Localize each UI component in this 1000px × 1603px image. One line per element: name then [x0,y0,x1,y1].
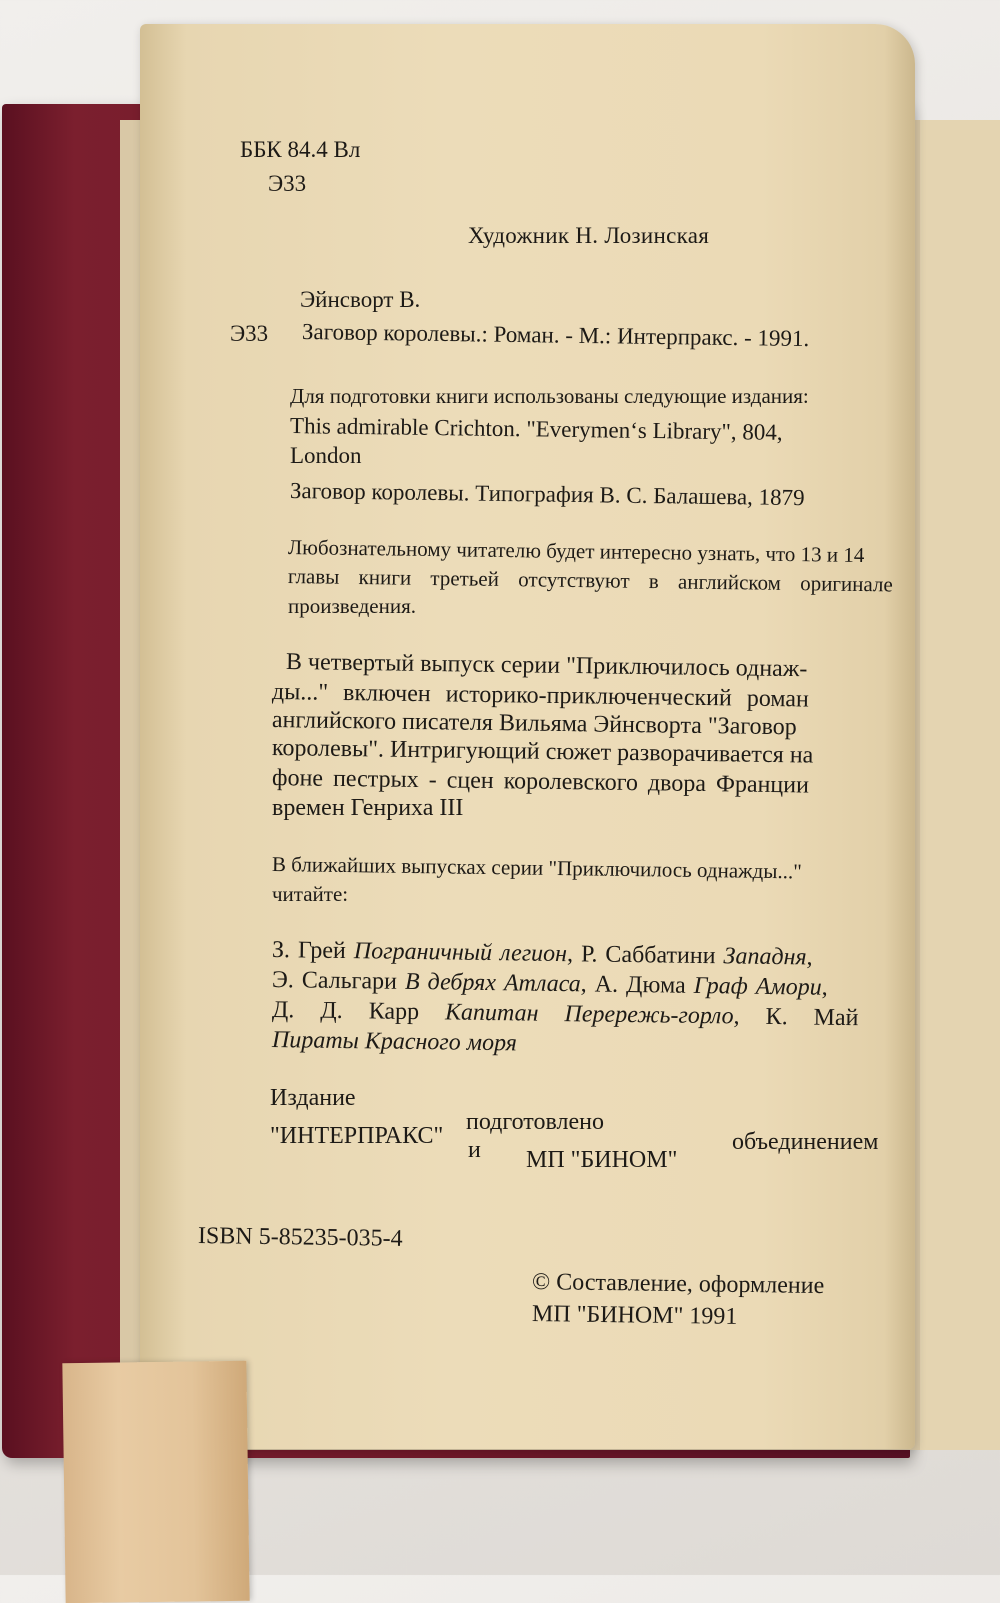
note-line: Любознательному читателю будет интересно узнать, что 13 и 14 [287,535,865,568]
book-title: Пограничный легион [353,938,568,968]
note-line: произведения. [288,594,416,618]
publisher-word: и [468,1137,481,1163]
sources-intro: Для подготовки книги использованы следующие издания: [290,384,809,408]
source-english-city: London [290,443,362,468]
annotation-line: В четвертый выпуск серии "Приключилось однаж- [285,649,808,683]
catalog-entry: Заговор королевы.: Роман. - М.: Интерпракс. - 1991. [301,319,810,352]
book-page [140,24,915,1449]
upcoming-books-line: Э. Сальгари В дебрях Атласа, А. Дюма Граф Амори, [271,967,828,1001]
isbn: ISBN 5-85235-035-4 [197,1223,403,1252]
book-title: Граф Амори [693,972,822,1001]
catalog-code: Э33 [230,321,269,346]
classification-code: Э33 [268,171,307,196]
bbk-code: ББК 84.4 Вл [240,137,361,162]
copyright-line: © Составление, оформление [531,1269,825,1300]
note-line: главы книги третьей отсутствуют в английском оригинале [287,564,893,597]
book-title: В дебрях Атласа [404,968,581,998]
book-author: Р. Саббатини [580,941,716,970]
copyright-line: МП "БИНОМ" 1991 [531,1301,738,1330]
publisher-name: "ИНТЕРПРАКС" [270,1123,444,1149]
wooden-bookmark [62,1361,249,1603]
book-title: Капитан Перережь-горло [444,999,734,1030]
publisher-word: объединением [732,1129,879,1155]
upcoming-books-line: Д. Д. Карр Капитан Перережь-горло, К. Май [271,997,859,1032]
book-author: А. Дюма [594,971,686,999]
annotation-line: времен Генриха III [272,795,464,821]
annotation-line: фоне пестрых - сцен королевского двора Франции [271,765,810,799]
book-author: К. Май [765,1003,859,1032]
source-russian: Заговор королевы. Типография В. С. Балашева, 1879 [289,478,805,511]
upcoming-heading-cont: читайте: [272,882,349,906]
artist-credit: Художник Н. Лозинская [468,223,710,248]
annotation-line: королевы". Интригующий сюжет разворачивается на [271,735,814,769]
catalog-author: Эйнсворт В. [300,287,421,312]
book-author: Д. Д. Карр [271,997,420,1026]
annotation-line: английского писателя Вильяма Эйнсворта "Заговор [271,707,797,741]
annotation-line: ды..." включен историко-приключенческий роман [271,679,810,713]
book-author: Э. Сальгари [271,967,398,995]
book-author: З. Грей [271,937,347,965]
right-page-edge [920,120,1000,1450]
book-title: Западня [723,943,807,971]
upcoming-books-line: З. Грей Пограничный легион, Р. Саббатини Западня, [271,937,813,971]
upcoming-heading: В ближайших выпусках серии "Приключилось однажды..." [271,852,802,884]
upcoming-books-line [272,1028,517,1055]
publisher-word: подготовлено [466,1109,604,1135]
publisher-word: Издание [270,1085,356,1111]
book-title: Пираты Красного моря [271,1027,518,1057]
source-english: This admirable Crichton. "Everymen‘s Library", 804, [289,413,783,445]
publisher-name: МП "БИНОМ" [526,1147,678,1173]
